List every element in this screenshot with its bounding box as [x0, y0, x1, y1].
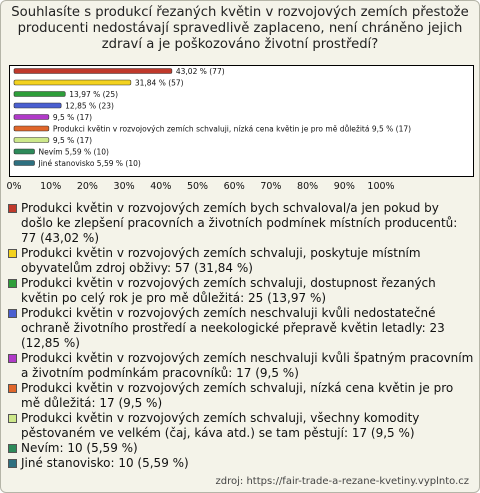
- legend-swatch: [8, 279, 17, 288]
- x-axis: [1, 181, 480, 195]
- legend-item: [8, 441, 474, 456]
- legend: [8, 201, 474, 471]
- x-tick-label: 70%: [260, 181, 282, 192]
- x-tick-label: 0%: [6, 181, 22, 192]
- bar-chart: [1, 1, 480, 201]
- bar: [14, 92, 65, 97]
- bar-label: 9,5 % (17): [52, 113, 93, 122]
- bar-label: Jiné stanovisko 5,59 % (10): [38, 159, 141, 168]
- x-tick-label: 40%: [150, 181, 172, 192]
- legend-label: Produkci květin v rozvojových zemích schvaluji, dostupnost řezaných květin po celý rok je pro mě důležitá: 25 (13,97 %): [21, 276, 436, 305]
- legend-item: [8, 381, 474, 411]
- bar: [14, 149, 35, 154]
- legend-label: Produkci květin v rozvojových zemích bych schvaloval/a jen pokud by došlo ke zlepšení pracovních a životních podmínek místních producentů: 77 (43,02 %): [21, 201, 458, 245]
- x-tick-label: 30%: [113, 181, 135, 192]
- legend-swatch: [8, 249, 17, 258]
- bar-label: Produkci květin v rozvojových zemích schvaluji, nízká cena květin je pro mě důležitá 9,5 % (17): [52, 124, 412, 134]
- legend-swatch: [8, 309, 17, 318]
- bar: [14, 103, 61, 108]
- bar-label: 9,5 % (17): [52, 136, 93, 145]
- legend-swatch: [8, 459, 17, 468]
- legend-label: Produkci květin v rozvojových zemích schvaluji, poskytuje místním obyvatelům zdroj obživy: 57 (31,84 %): [21, 246, 421, 275]
- legend-item: [8, 201, 474, 246]
- legend-item: [8, 246, 474, 276]
- bar: [14, 115, 49, 120]
- bar-label: 12,85 % (23): [65, 101, 114, 111]
- legend-label: Produkci květin v rozvojových zemích schvaluji, všechny komodity pěstovaném ve velkém (čaj, káva atd.) se tam pěstují: 17 (9,5 %): [21, 411, 420, 440]
- legend-swatch: [8, 384, 17, 393]
- legend-item: [8, 351, 474, 381]
- x-tick-label: 20%: [76, 181, 98, 192]
- bar: [14, 69, 172, 74]
- legend-swatch: [8, 444, 17, 453]
- bar: [14, 126, 49, 131]
- source-text: zdroj: https://fair-trade-a-rezane-kvetiny.vyplnto.cz: [215, 476, 469, 487]
- bar: [14, 161, 35, 166]
- bar-label: 43,02 % (77): [175, 67, 225, 76]
- legend-item: [8, 306, 474, 351]
- legend-label: Produkci květin v rozvojových zemích neschvaluji kvůli nedostatečné ochraně životního prostředí a neekologické přepravě květin letadly: 23 (12,85 %): [21, 306, 445, 350]
- x-tick-label: 100%: [367, 181, 395, 192]
- legend-label: Produkci květin v rozvojových zemích schvaluji, nízká cena květin je pro mě důležitá: 17 (9,5 %): [21, 381, 454, 410]
- legend-swatch: [8, 414, 17, 423]
- legend-label: Produkci květin v rozvojových zemích neschvaluji kvůli špatným pracovním a životním podmínkám pracovníků: 17 (9,5 %): [21, 351, 474, 380]
- x-tick-label: 60%: [223, 181, 245, 192]
- chart-title: Souhlasíte s produkcí řezaných květin v rozvojových zemích přestože producenti nedostávají spravedlivě zaplaceno, není chráněno jejich zdraví a je poškozováno životní prostředí?: [11, 5, 469, 52]
- legend-item: [8, 411, 474, 441]
- legend-swatch: [8, 204, 17, 213]
- bar: [14, 80, 131, 85]
- x-tick-label: 80%: [297, 181, 319, 192]
- legend-label: Jiné stanovisko: 10 (5,59 %): [21, 456, 189, 470]
- legend-item: [8, 276, 474, 306]
- bar-label: 31,84 % (57): [134, 78, 184, 88]
- bar-label: Nevím 5,59 % (10): [38, 147, 109, 157]
- bar: [14, 138, 49, 143]
- x-tick-label: 10%: [40, 181, 62, 192]
- bar-label: 13,97 % (25): [69, 90, 119, 99]
- x-tick-label: 50%: [186, 181, 209, 192]
- legend-swatch: [8, 354, 17, 363]
- x-tick-label: 90%: [333, 181, 355, 192]
- legend-item: [8, 456, 474, 471]
- legend-label: Nevím: 10 (5,59 %): [21, 441, 138, 455]
